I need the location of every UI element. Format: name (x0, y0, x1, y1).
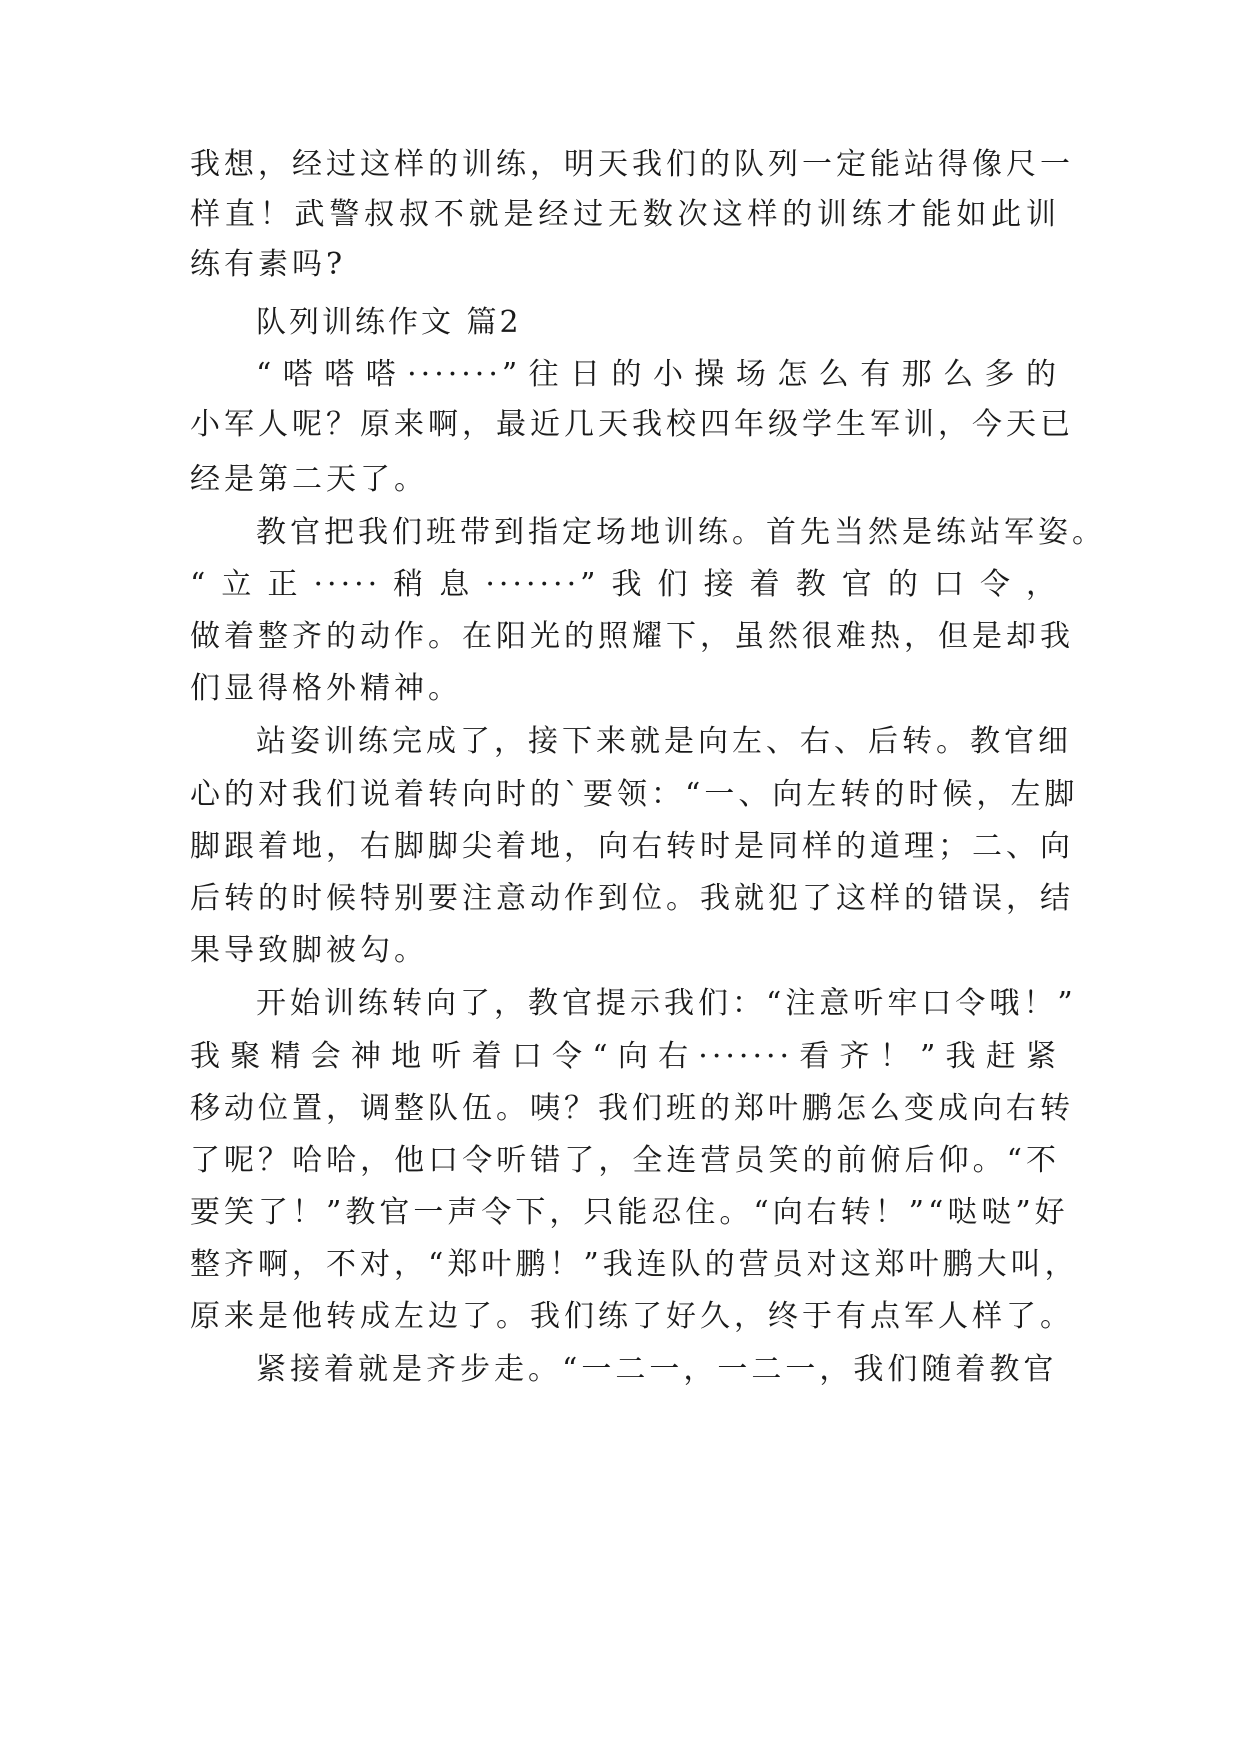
text-line: 样直！武警叔叔不就是经过无数次这样的训练才能如此训 (190, 197, 1060, 232)
paragraph-first-line: 开始训练转向了，教官提示我们：“注意听牢口令哦！” (256, 986, 1077, 1021)
text-line: 我想，经过这样的训练，明天我们的队列一定能站得像尺一 (190, 147, 1074, 182)
text-line: 们显得格外精神。 (190, 671, 462, 706)
paragraph-first-line: “嗒嗒嗒·······”往日的小操场怎么有那么多的 (256, 357, 1060, 392)
text-line: 小军人呢？原来啊，最近几天我校四年级学生军训，今天已 (190, 407, 1074, 442)
text-line: 做着整齐的动作。在阳光的照耀下，虽然很难热，但是却我 (190, 619, 1074, 654)
section-heading: 队列训练作文 篇2 (256, 305, 522, 340)
text-line: 果导致脚被勾。 (190, 933, 428, 968)
text-line: 要笑了！”教官一声令下，只能忍住。“向右转！”“哒哒”好 (190, 1195, 1069, 1230)
text-line: 原来是他转成左边了。我们练了好久，终于有点军人样了。 (190, 1299, 1074, 1334)
text-line: 了呢？哈哈，他口令听错了，全连营员笑的前俯后仰。“不 (190, 1143, 1060, 1178)
text-line: “立正·····稍息·······”我们接着教官的口令， (190, 567, 1060, 602)
text-line: 练有素吗? (190, 247, 347, 282)
text-line: 整齐啊，不对，“郑叶鹏！”我连队的营员对这郑叶鹏大叫， (190, 1247, 1079, 1282)
text-line: 经是第二天了。 (190, 462, 428, 497)
text-line: 后转的时候特别要注意动作到位。我就犯了这样的错误，结 (190, 881, 1074, 916)
paragraph-first-line: 站姿训练完成了，接下来就是向左、右、后转。教官细 (256, 724, 1072, 759)
paragraph-first-line: 紧接着就是齐步走。“一二一，一二一，我们随着教官 (256, 1352, 1058, 1387)
text-line: 心的对我们说着转向时的`要领：“一、向左转的时候，左脚 (190, 777, 1079, 812)
text-line: 我聚精会神地听着口令“向右·······看齐！”我赶紧 (190, 1039, 1060, 1074)
paragraph-first-line: 教官把我们班带到指定场地训练。首先当然是练站军姿。 (256, 515, 1106, 550)
text-line: 移动位置，调整队伍。咦？我们班的郑叶鹏怎么变成向右转 (190, 1091, 1074, 1126)
text-line: 脚跟着地，右脚脚尖着地，向右转时是同样的道理；二、向 (190, 829, 1074, 864)
